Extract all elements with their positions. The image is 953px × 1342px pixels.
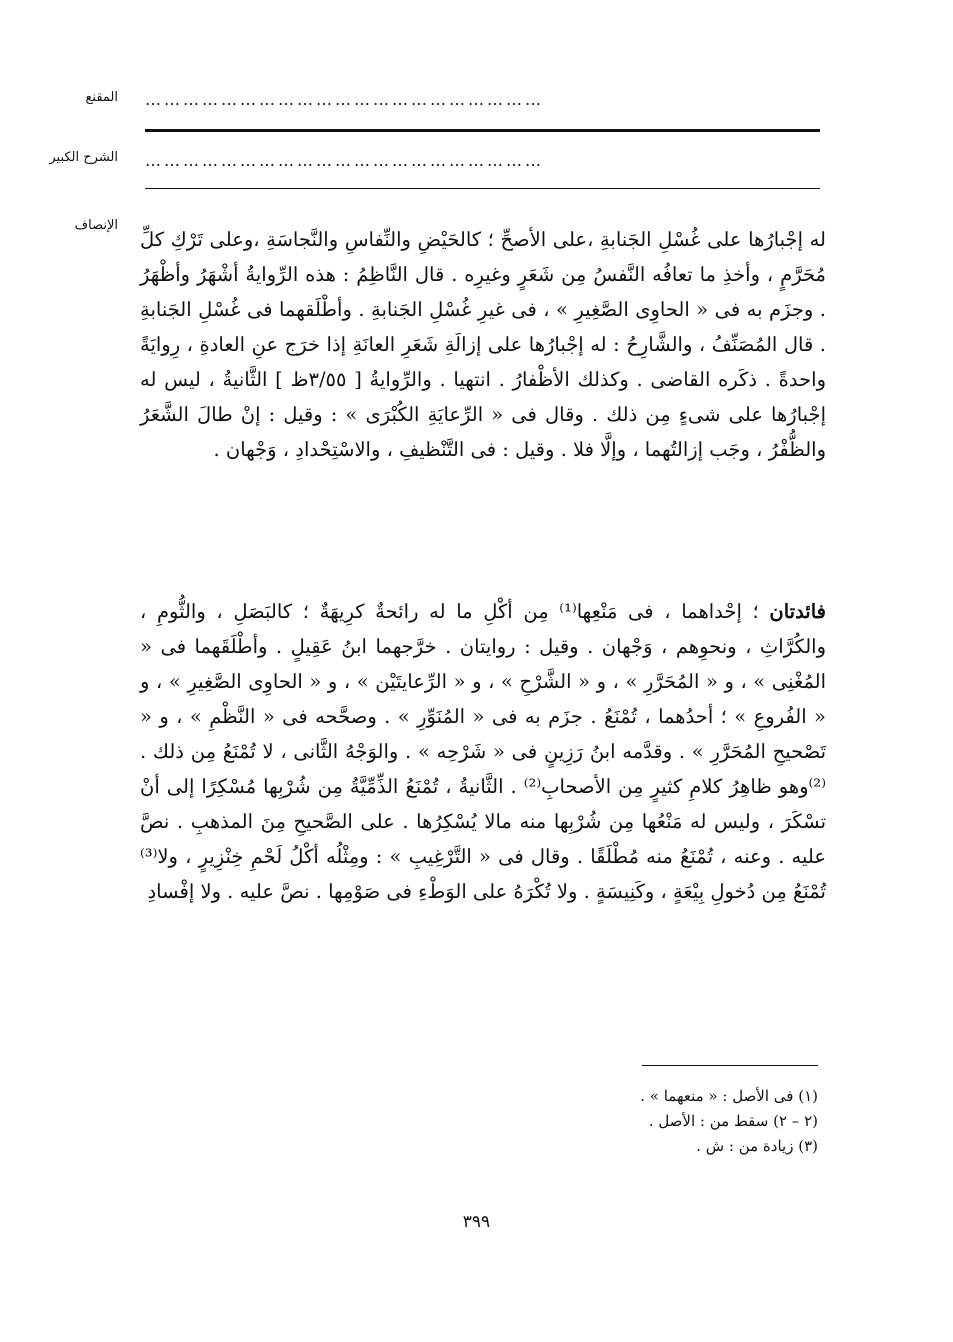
placeholder-dots-sharh: ……………………………………………………… [145,153,544,169]
paragraph-text [140,594,826,909]
footnote-2: (٢ – ٢) سقط من : الأصل . [648,1112,818,1130]
divider-thin [145,188,820,189]
paragraph-text: له إجْبارُها على غُسْلِ الجَنابةِ ،على الأصحِّ ؛ كالحَيْضِ والنِّفاسِ والنَّجاسَةِ ،وعلى تَرْكِ كلِّ مُحَرَّمٍ ، وأخذِ ما تعافُه النَّفسُ مِن شَعَرٍ وغيرِه . قال النَّاظِمُ : هذه الرِّوايةُ أشْهَرُ وأظْهَرُ . وجزَم به فى « الحاوِى الصَّغِيرِ » ، فى غيرِ غُسْلِ الجَنابةِ . وأطْلَقهما فى غُسْلِ الجَنابةِ . قال المُصَنِّفُ ، والشَّارِحُ : له إجْبارُها على إزالَةِ شَعَرِ العانَةِ إذا خرَج عنِ العادةِ ، رِوايَةً واحدةً . ذكَره القاضى . وكذلك الأظْفارُ . انتهيا . والرِّوايةُ [ ٣/٥٥ظ ] الثَّانيةُ ، ليس له إجْبارُها على شىءٍ مِن ذلك . وقال فى « الرِّعايَةِ الكُبْرَى » : وقيل : إنْ طالَ الشَّعَرُ والظُّفْرُ ، وجَب إزالتُهما ، وإلَّا فلا . وقيل : فى التَّنْظيفِ ، والاسْتِحْدادِ ، وَجْهان . [140,228,826,461]
page-number: ٣٩٩ [462,1212,491,1232]
paragraph-heading: فائدتان [769,600,826,623]
main-paragraph-2 [140,594,826,909]
paragraph-body: ؛ إحْداهما ، فى مَنْعِها⁽¹⁾ مِن أكْلِ ما له رائحةٌ كرِيهَةٌ ؛ كالبَصَلِ ، والثُّومِ ، والكُرَّاثِ ، ونحوِهم ، وَجْهان . وقيل : روايتان . خرَّجهما ابنُ عَقِيلٍ . وأطْلَقَهما فى « المُغْنِى » ، و « المُحَرَّرِ » ، و « الشَّرْحِ » ، و « الرِّعايتَيْن » ، و « الحاوِى الصَّغِيرِ » ، و « الفُروعِ » ؛ أحدُهما ، تُمْنَعُ . جزَم به فى « المُنَوِّرِ » . وصحَّحه فى « النَّظْمِ » ، و « تَصْحيحِ المُحَرَّرِ » . وقدَّمه ابنُ رَزِينٍ فى « شَرْحِه » . والوَجْهُ الثَّانى ، لا تُمْنَعُ مِن ذلك . ⁽²⁾وهو ظاهِرُ كلامِ كثيرٍ مِن الأصحابِ⁽²⁾ . الثَّانيةُ ، تُمْنَعُ الذِّمِّيَّةُ مِن شُرْبِها مُسْكِرًا إلى أنْ تسْكَرَ ، وليس له مَنْعُها مِن شُرْبِها منه مالا يُسْكِرُها . على الصَّحيحِ مِنَ المذهبِ . نصَّ عليه . وعنه ، تُمْنَعُ منه مُطْلَقًا . وقال فى « التَّرْغِيبِ » : ومِثْلُه أكْلُ لَحْمِ خِنْزِيرٍ ، ولا⁽³⁾ تُمْنَعُ مِن دُخولِ بِيْعَةٍ ، وكَنِيسَةٍ . ولا تُكْرَهُ على الوَطْءِ فى صَوْمِها . نصَّ عليه . ولا إفْسادِ [140,600,826,903]
main-paragraph-1 [140,222,826,467]
footnote-3: (٣) زيادة من : ش . [696,1137,818,1155]
placeholder-dots-muqni: ……………………………………………………… [145,92,544,108]
divider-thick [145,129,820,132]
footnote-divider [642,1065,818,1066]
label-muqni: المقنع [85,90,118,105]
label-sharh-kabir: الشرح الكبير [49,150,118,165]
footnote-1: (١) فى الأصل : « منعهما » . [640,1087,818,1105]
label-insaf: الإنصاف [74,218,118,233]
footnotes [440,1084,818,1159]
